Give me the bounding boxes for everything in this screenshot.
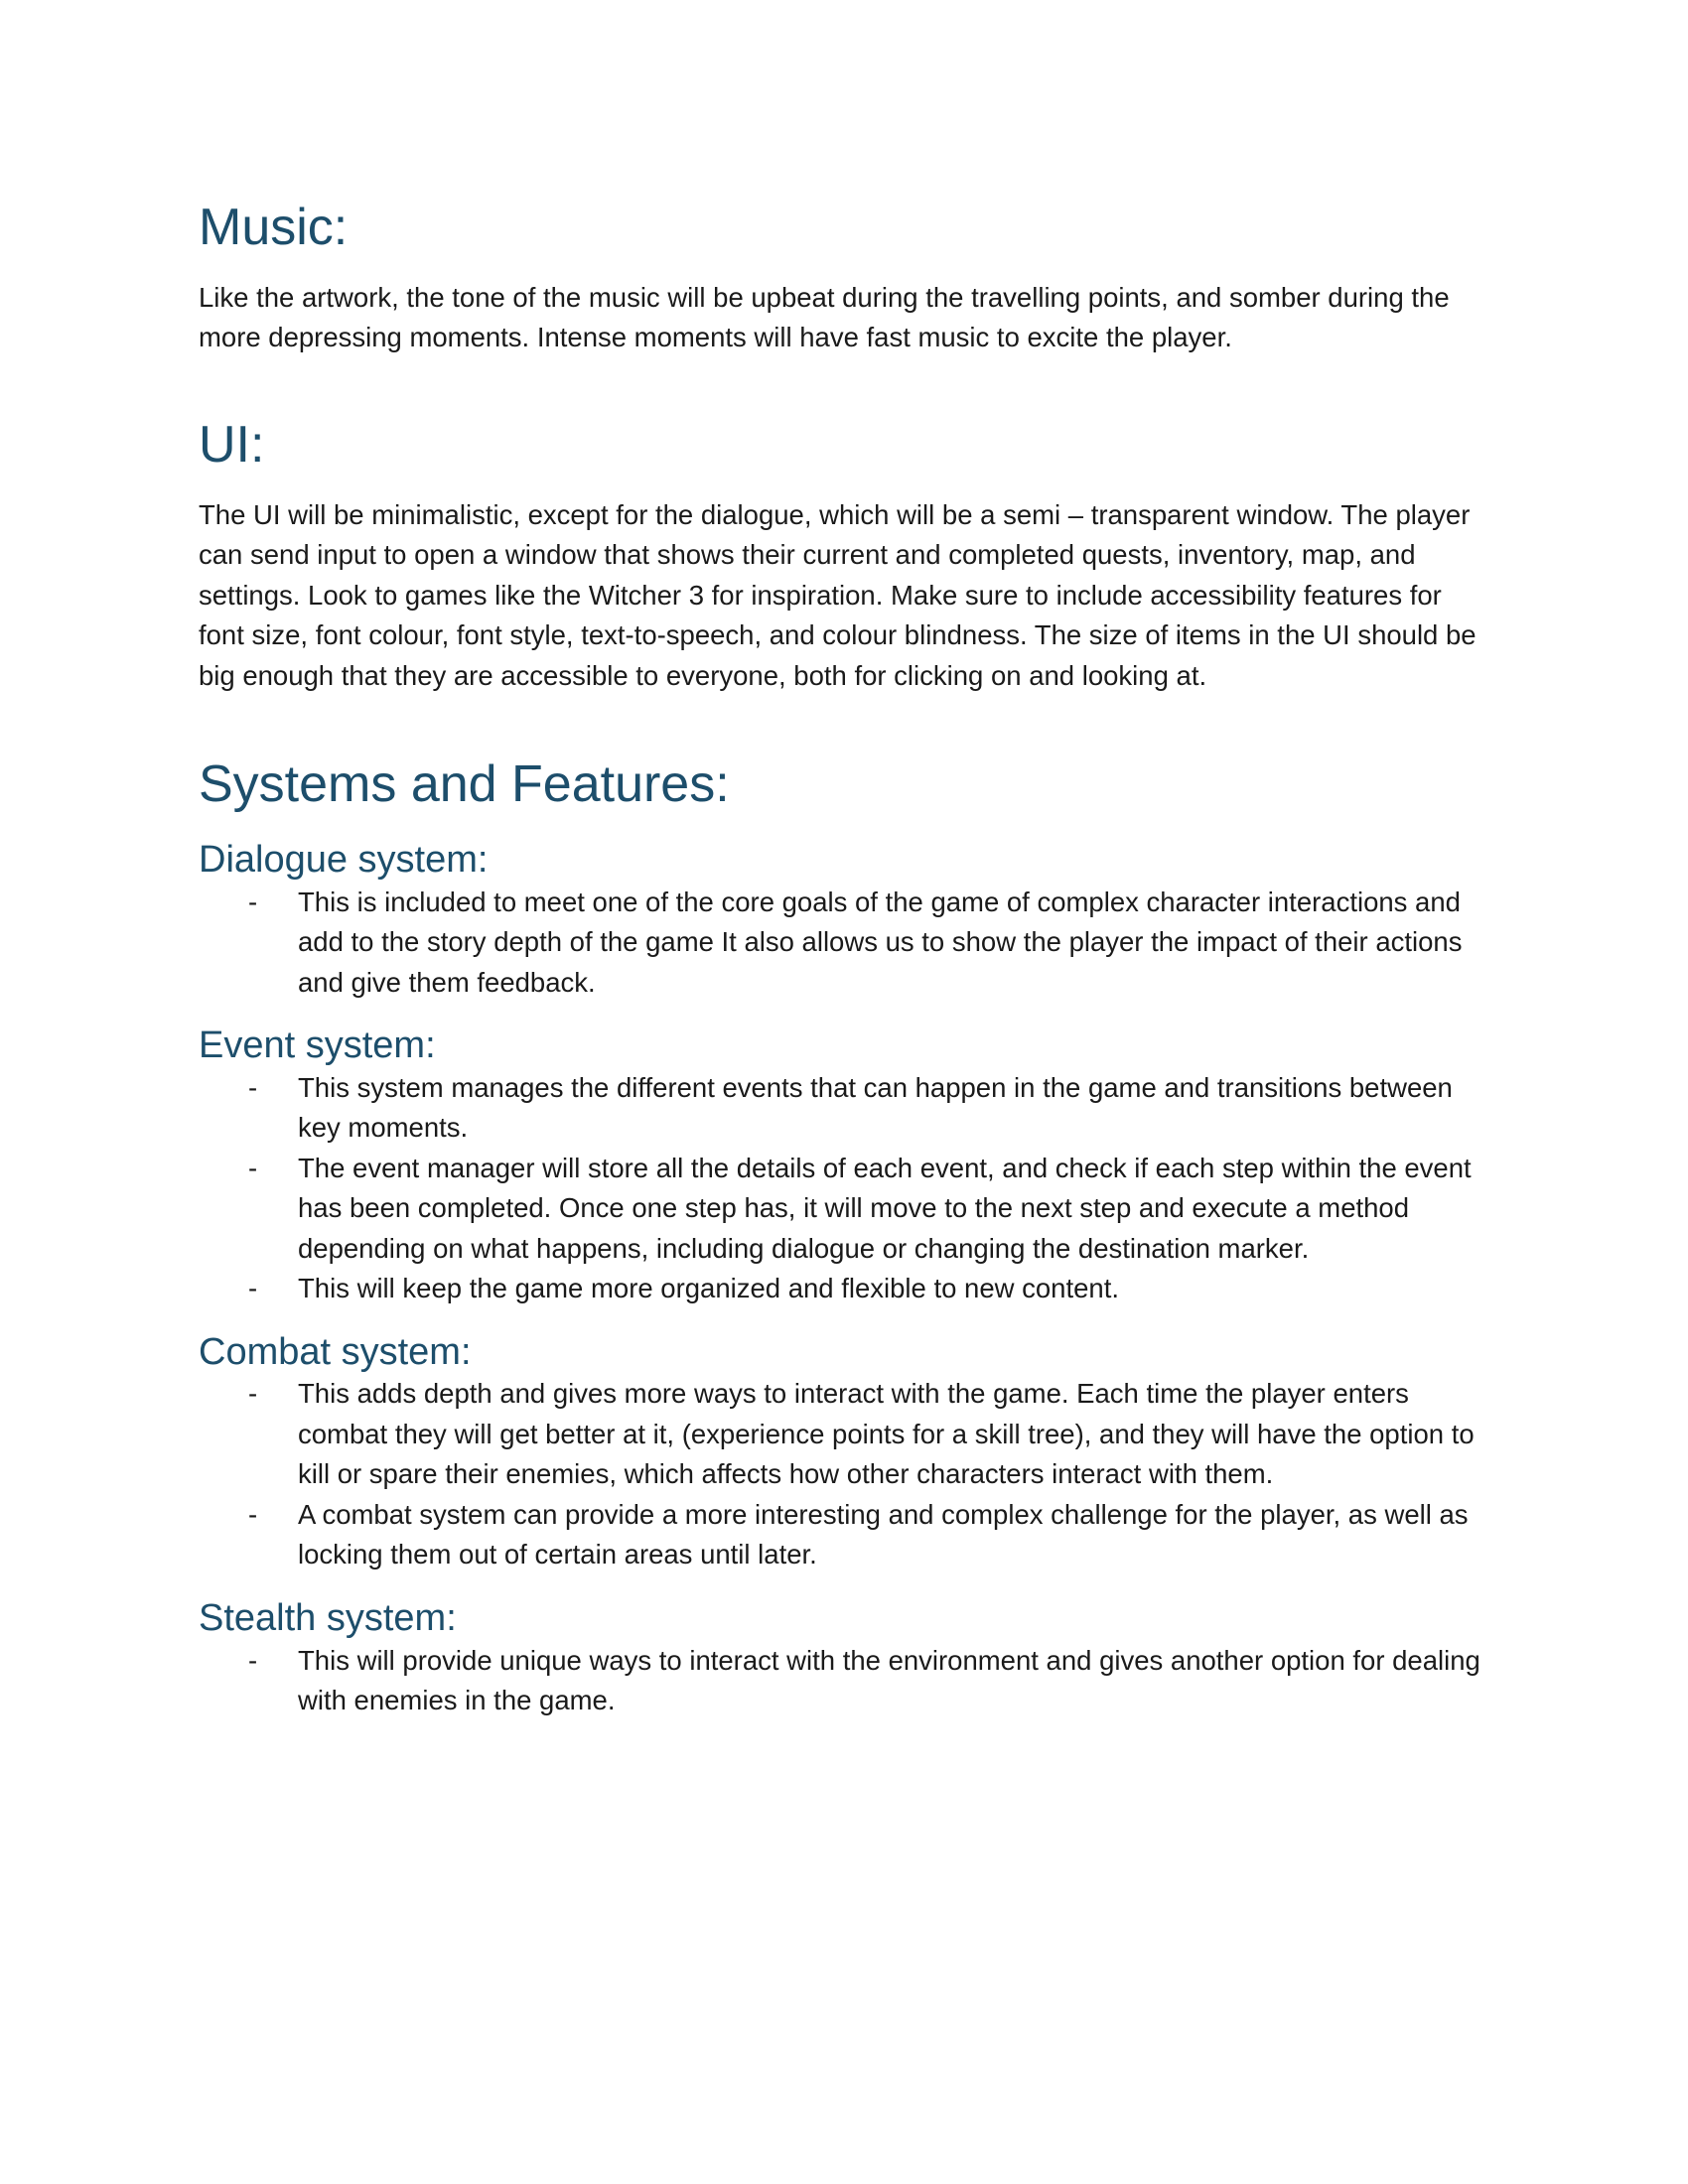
event-system-heading: Event system: <box>199 1024 436 1067</box>
music-paragraph: Like the artwork, the tone of the music will be upbeat during the travelling points, and somber during the more depressing moments. Intense moments will have fast music to excite the player. <box>199 281 1450 353</box>
list-item <box>199 1269 1489 1309</box>
list-item-text: The event manager will store all the details of each event, and check if each step within the event has been completed. Once one step has, it will move to the next step and execute a method depending on what happens, including dialogue or changing the destination marker. <box>298 1152 1472 1264</box>
bullet-dash: - <box>248 1644 258 1676</box>
ui-heading: UI: <box>199 415 265 474</box>
stealth-system-heading: Stealth system: <box>199 1596 457 1639</box>
combat-system-list <box>199 1374 1489 1575</box>
list-item <box>199 1495 1489 1575</box>
combat-system-heading: Combat system: <box>199 1330 472 1373</box>
ui-paragraph: The UI will be minimalistic, except for the dialogue, which will be a semi – transparent window. The player can send input to open a window that shows their current and completed quests, inventory, map, and settings. Look to games like the Witcher 3 for inspiration. Make sure to include accessibility features for font size, font colour, font style, text-to-speech, and colour blindness. The size of items in the UI should be big enough that they are accessible to everyone, both for clicking on and looking at. <box>199 498 1477 691</box>
list-item-text: This system manages the different events that can happen in the game and transitions between key moments. <box>298 1071 1453 1144</box>
list-item-text: A combat system can provide a more interesting and complex challenge for the player, as well as locking them out of certain areas until later. <box>298 1498 1469 1570</box>
music-heading: Music: <box>199 199 349 256</box>
list-item-text: This adds depth and gives more ways to interact with the game. Each time the player enters combat they will get better at it, (experience points for a skill tree), and they will have the option to kill or spare their enemies, which affects how other characters interact with them. <box>298 1378 1475 1490</box>
list-item <box>199 1068 1489 1149</box>
dialogue-system-list <box>199 883 1489 1004</box>
list-item-text: This is included to meet one of the core goals of the game of complex character interactions and add to the story depth of the game It also allows us to show the player the impact of their actions and give them feedback. <box>298 886 1463 998</box>
list-item <box>199 1641 1489 1721</box>
bullet-dash: - <box>248 1498 258 1530</box>
stealth-system-list <box>199 1641 1489 1721</box>
bullet-dash: - <box>248 886 258 917</box>
list-item <box>199 1374 1489 1495</box>
list-item-text: This will keep the game more organized and flexible to new content. <box>298 1273 1119 1304</box>
list-item <box>199 1149 1489 1270</box>
bullet-dash: - <box>248 1071 258 1103</box>
event-system-list <box>199 1068 1489 1309</box>
bullet-dash: - <box>248 1152 258 1183</box>
bullet-dash: - <box>248 1378 258 1410</box>
systems-features-heading: Systems and Features: <box>199 755 730 814</box>
document-page <box>199 199 1489 1721</box>
list-item-text: This will provide unique ways to interact with the environment and gives another option for dealing with enemies in the game. <box>298 1644 1480 1716</box>
bullet-dash: - <box>248 1273 258 1304</box>
dialogue-system-heading: Dialogue system: <box>199 838 489 881</box>
list-item <box>199 883 1489 1004</box>
